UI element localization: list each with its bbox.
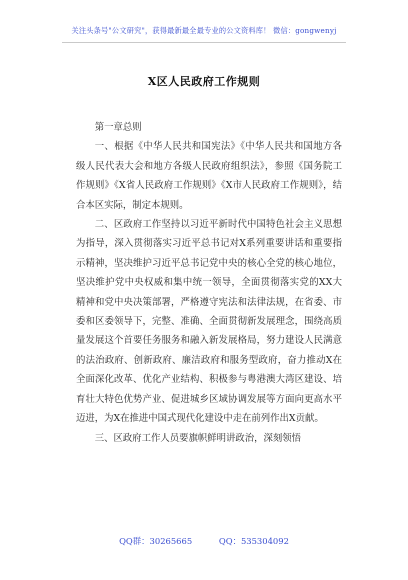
header-divider [62,42,346,43]
header-banner: 关注头条号"公文研究"，获得最新最全最专业的公文资料库！ 微信：gongwenyj [71,26,337,35]
paragraph-1: 一、根据《中华人民共和国宪法》《中华人民共和国地方各级人民代表大会和地方各级人民政府组织法》，参照《国务院工作规则》《X省人民政府工作规则》《X市人民政府工作规则》，结合本区实际，制定本规则。 [76,141,342,211]
footer-contact [0,535,408,547]
paragraph-2: 二、区政府工作坚持以习近平新时代中国特色社会主义思想为指导，深入贯彻落实习近平总书记对X系列重要讲话和重要指示精神，坚决维护习近平总书记党中央的核心全党的核心地位，坚决维护党中央权威和集中统一领导，全面贯彻落实党的XX大精神和党中央决策部署，严格遵守宪法和法律法规，在省委、市委和区委领导下，完整、准确、全面贯彻新发展理念，围绕高质量发展这个首要任务服务和融入新发展格局，努力建设人民满意的法治政府、创新政府、廉洁政府和服务型政府，奋力推动X在全面深化改革、优化产业结构、积极参与粤港澳大湾区建设、培育壮大特色优势产业、促进城乡区域协调发展等方面向更高水平迈进，为X在推进中国式现代化建设中走在前列作出X贡献。 [76,219,342,425]
footer-qq-number: QQ：535304092 [218,536,289,546]
chapter-heading: 第一章总则 [94,122,142,133]
footer-qq-group: QQ群：30265665 [119,536,193,546]
document-body [76,118,342,448]
paragraph-3: 三、区政府工作人员要旗帜鲜明讲政治，深刻领悟 [94,432,302,444]
document-title: X区人民政府工作规则 [147,75,261,88]
